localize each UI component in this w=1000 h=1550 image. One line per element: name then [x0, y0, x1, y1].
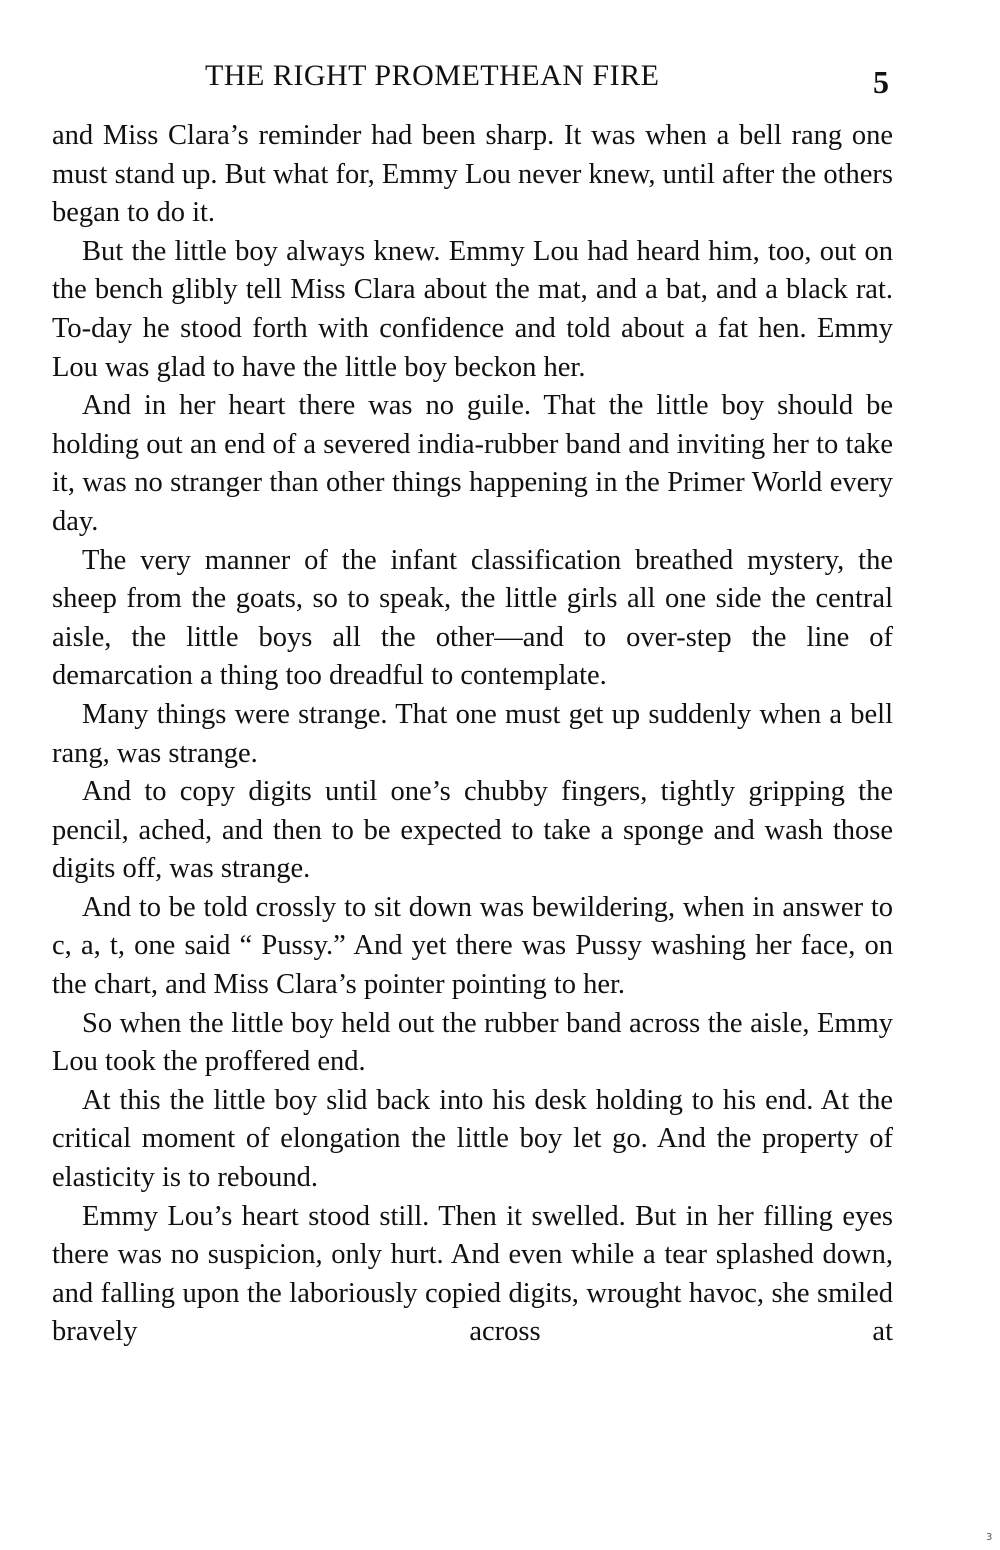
paragraph-1: and Miss Clara’s reminder had been sharp. It was when a bell rang one must stand up. But what for, Emmy Lou never knew, until after the others began to do it.: [52, 120, 893, 229]
paragraph-4: The very manner of the infant classification breathed mystery, the sheep from the goats, so to speak, the little girls all one side the central aisle, the little boys all the other—and to over-step the line of demarcation a thing too dreadful to contemplate.: [52, 544, 893, 692]
paragraph-5: Many things were strange. That one must get up suddenly when a bell rang, was strange.: [52, 698, 893, 769]
paragraph-2: But the little boy always knew. Emmy Lou had heard him, too, out on the bench glibly tell Miss Clara about the mat, and a bat, and a black rat. To-day he stood forth with confidence and told about a fat hen. Emmy Lou was glad to have the little boy beckon her.: [52, 235, 893, 383]
running-title: THE RIGHT PROMETHEAN FIRE: [205, 59, 660, 92]
paragraph-3: And in her heart there was no guile. That the little boy should be holding out an end of a severed india-rubber band and inviting her to take it, was no stranger than other things happening in the Primer World every day.: [52, 390, 893, 537]
running-header: [0, 56, 1000, 104]
page-number: 5: [873, 64, 889, 100]
paragraph-6: And to copy digits until one’s chubby fingers, tightly gripping the pencil, ached, and then to be expected to take a sponge and wash those digits off, was strange.: [52, 776, 893, 885]
paragraph-10: Emmy Lou’s heart stood still. Then it swelled. But in her filling eyes there was no suspicion, only hurt. And even while a tear splashed down, and falling upon the laboriously copied digits, wrought havoc, she smiled bravely across at: [52, 1200, 893, 1348]
paragraph-9: At this the little boy slid back into his desk holding to his end. At the critical moment of elongation the little boy let go. And the property of elasticity is to rebound.: [52, 1084, 893, 1194]
paragraph-8: So when the little boy held out the rubber band across the aisle, Emmy Lou took the proffered end.: [52, 1007, 893, 1078]
body-text: [52, 117, 893, 1352]
paragraph-7: And to be told crossly to sit down was bewildering, when in answer to c, a, t, one said “ Pussy.” And yet there was Pussy washing her face, on the chart, and Miss Clara’s pointer pointing to her.: [52, 891, 893, 1001]
corner-mark: 3: [986, 1532, 993, 1543]
